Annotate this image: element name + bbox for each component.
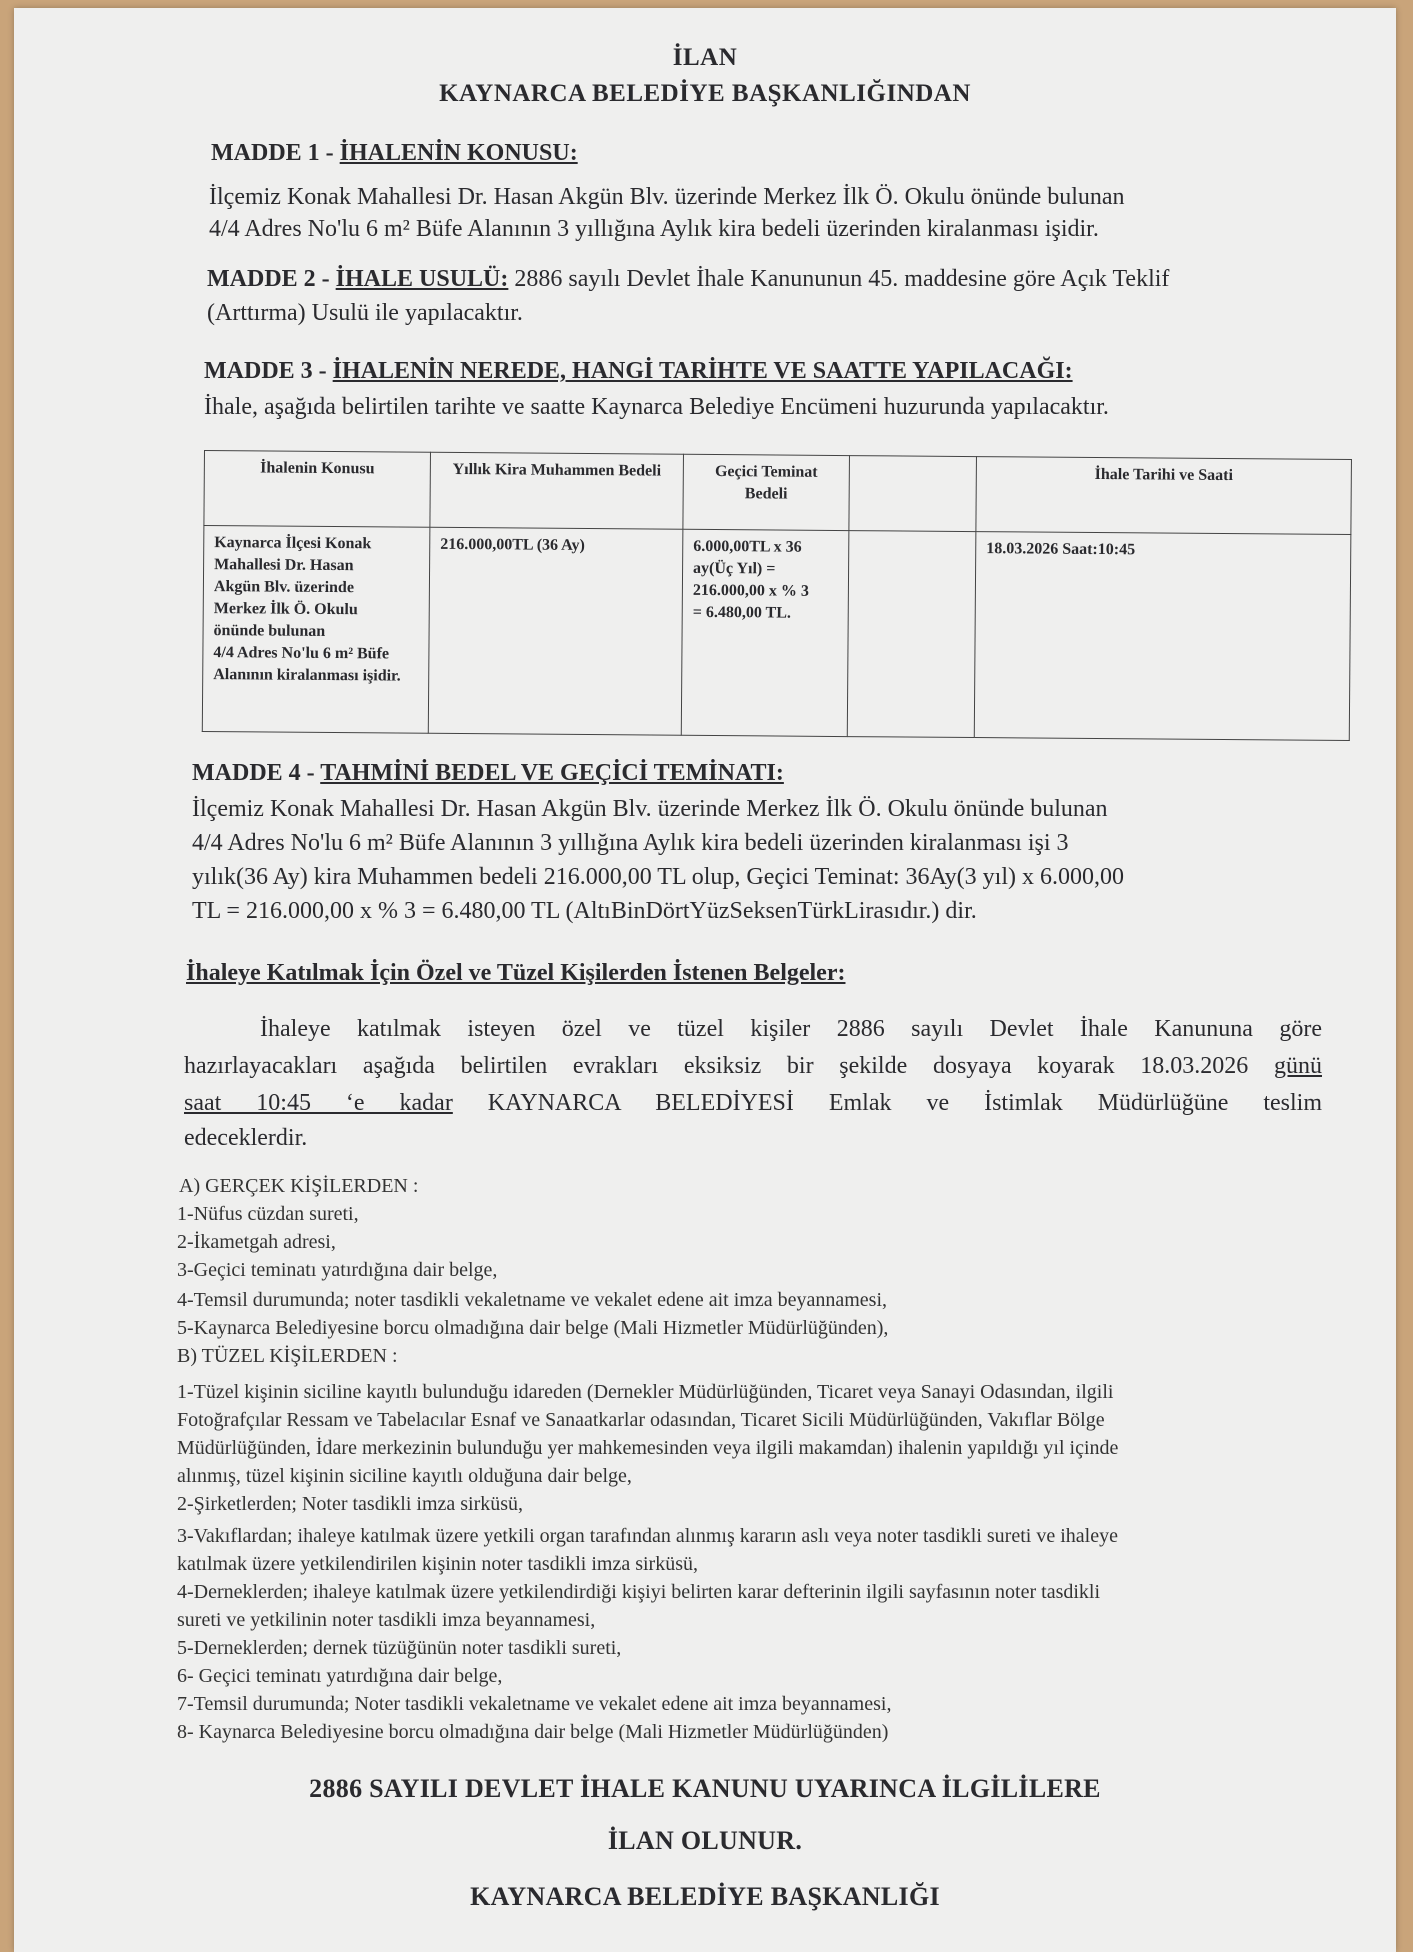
table-cell-teminat [681,529,849,736]
tuzel-line: katılmak üzere yetkilendirilen kişinin noter tasdikli imza sirküsü, [177,1553,698,1575]
tuzel-line: Fotoğrafçılar Ressam ve Tabelacılar Esnaf ve Sanaatkarlar odasından, Ticaret Sicili Müdürlüğünden, Vakıflar Bölge [177,1409,1105,1431]
konu-line: önünde bulunan [213,622,326,640]
madde2-heading: İHALE USULÜ: [335,266,509,292]
tuzel-line: 6- Geçici teminatı yatırdığına dair belge, [177,1665,503,1687]
belgeler-time-underline: saat 10:45 ‘e kadar [184,1090,453,1116]
table-header-cell [849,456,977,532]
gercek-item: 5-Kaynarca Belediyesine borcu olmadığına dair belge (Mali Hizmetler Müdürlüğünden), [177,1317,889,1339]
madde4-line: İlçemiz Konak Mahallesi Dr. Hasan Akgün Blv. üzerinde Merkez İlk Ö. Okulu önünde bulunan [192,796,1108,822]
tuzel-heading: B) TÜZEL KİŞİLERDEN : [177,1345,398,1367]
konu-line: Mahallesi Dr. Hasan [214,556,354,575]
notice-title: İLAN [672,44,738,71]
auction-info-table [202,450,1352,741]
closing-line: 2886 SAYILI DEVLET İHALE KANUNU UYARINCA İLGİLİLERE [309,1774,1101,1803]
madde3-heading-text: İHALENİN NEREDE, HANGİ TARİHTE VE SAATTE YAPILACAĞI: [332,358,1073,384]
tuzel-line: Müdürlüğünden, İdare merkezinin bulunduğu yer mahkemesinden veya ilgili makamdan) ihalenin yapıldığı yıl içinde [177,1437,1119,1459]
tuzel-line: 1-Tüzel kişinin siciline kayıtlı bulunduğu idareden (Dernekler Müdürlüğünden, Ticaret veya Sanayi Odasından, ilgili [177,1381,1114,1403]
teminat-line: = 6.480,00 TL. [692,603,791,622]
tuzel-line: 4-Derneklerden; ihaleye katılmak üzere yetkilendirdiği kişiyi belirten karar defterinin ilgili sayfasının noter tasdikli [177,1581,1101,1603]
table-cell-konu [202,526,430,734]
tuzel-line: 2-Şirketlerden; Noter tasdikli imza sirküsü, [177,1493,524,1515]
teminat-line: 216.000,00 x % 3 [692,581,809,600]
madde4-heading-text: TAHMİNİ BEDEL VE GEÇİCİ TEMİNATI: [320,760,784,786]
belgeler-text: hazırlayacakları aşağıda belirtilen evrakları eksiksiz bir şekilde dosyaya koyarak 18.03.2026 [184,1053,1274,1079]
teminat-line: 6.000,00TL x 36 [693,537,802,556]
tuzel-line: sureti ve yetkilinin noter tasdikli imza beyannamesi, [177,1609,596,1631]
closing-line: İLAN OLUNUR. [607,1826,803,1855]
madde1-heading-text: İHALENİN KONUSU: [339,140,578,166]
madde4-line: 4/4 Adres No'lu 6 m² Büfe Alanının 3 yıllığına Aylık kira bedeli üzerinden kiralanması işi 3 [192,830,1069,856]
closing-signature: KAYNARCA BELEDİYE BAŞKANLIĞI [470,1882,940,1911]
madde1-line: İlçemiz Konak Mahallesi Dr. Hasan Akgün Blv. üzerinde Merkez İlk Ö. Okulu önünde bulunan [209,184,1125,210]
madde1-heading [211,138,578,168]
gercek-item: 1-Nüfus cüzdan sureti, [177,1203,359,1225]
notice-subtitle: KAYNARCA BELEDİYE BAŞKANLIĞINDAN [439,80,971,107]
konu-line: Akgün Blv. üzerinde [213,578,355,597]
table-header-row [204,451,1352,535]
tuzel-line: 3-Vakıflardan; ihaleye katılmak üzere yetkili organ tarafından alınmış kararın aslı veya noter tasdikli sureti ve ihaleye [177,1525,1118,1547]
table-cell-tarih: 18.03.2026 Saat:10:45 [974,532,1351,741]
madde3-line: İhale, aşağıda belirtilen tarihte ve saatte Kaynarca Belediye Encümeni huzurunda yapılacaktır. [204,394,1109,420]
madde1-label: MADDE 1 - [211,140,340,166]
tuzel-line: 8- Kaynarca Belediyesine borcu olmadığına dair belge (Mali Hizmetler Müdürlüğünden) [177,1721,889,1743]
madde2-label: MADDE 2 - [207,266,336,292]
table-cell-bedel: 216.000,00TL (36 Ay) [428,527,683,735]
gercek-heading: A) GERÇEK KİŞİLERDEN : [179,1175,419,1197]
teminat-line: ay(Üç Yıl) = [693,559,776,578]
belgeler-paragraph-line [184,1051,1322,1081]
madde2-text: 2886 sayılı Devlet İhale Kanununun 45. maddesine göre Açık Teklif [508,266,1170,292]
belgeler-paragraph-line: edeceklerdir. [184,1125,308,1151]
konu-line: Alanının kiralanması işidir. [213,666,401,685]
belgeler-date-underline: günü [1274,1053,1322,1079]
table-cell-empty [847,531,976,738]
belgeler-paragraph-line: İhaleye katılmak isteyen özel ve tüzel kişiler 2886 sayılı Devlet İhale Kanununa göre [260,1016,1322,1042]
konu-line: Merkez İlk Ö. Okulu [213,600,358,619]
tuzel-line: alınmış, tüzel kişinin siciline kayıtlı olduğuna dair belge, [177,1465,632,1487]
konu-line: 4/4 Adres No'lu 6 m² Büfe [213,644,390,663]
gercek-item: 4-Temsil durumunda; noter tasdikli vekaletname ve vekalet edene ait imza beyannamesi, [177,1289,888,1311]
table-header-cell: Yıllık Kira Muhammen Bedeli [430,452,684,529]
madde2-line2: (Arttırma) Usulü ile yapılacaktır. [207,300,523,326]
madde1-line: 4/4 Adres No'lu 6 m² Büfe Alanının 3 yıllığına Aylık kira bedeli üzerinden kiralanması işidir. [209,216,1099,242]
gercek-item: 2-İkametgah adresi, [177,1231,336,1253]
konu-line: Kaynarca İlçesi Konak [214,534,372,553]
madde2-line1 [207,264,1169,294]
table-header-cell: İhale Tarihi ve Saati [976,457,1352,535]
madde3-label: MADDE 3 - [204,358,333,384]
belgeler-text: KAYNARCA BELEDİYESİ Emlak ve İstimlak Müdürlüğüne teslim [452,1090,1322,1116]
table-header-cell: İhalenin Konusu [204,451,431,528]
belgeler-paragraph-line [184,1088,1322,1118]
paper-sheet [14,8,1396,1952]
gercek-item: 3-Geçici teminatı yatırdığına dair belge, [177,1259,498,1281]
tuzel-line: 5-Derneklerden; dernek tüzüğünün noter tasdikli sureti, [177,1637,622,1659]
tuzel-line: 7-Temsil durumunda; Noter tasdikli vekaletname ve vekalet edene ait imza beyannamesi, [177,1693,892,1715]
madde3-heading [204,356,1073,386]
madde4-line: yılık(36 Ay) kira Muhammen bedeli 216.000,00 TL olup, Geçici Teminat: 36Ay(3 yıl) x 6.000,00 [192,864,1124,890]
madde4-line: TL = 216.000,00 x % 3 = 6.480,00 TL (AltıBinDörtYüzSeksenTürkLirasıdır.) dir. [192,898,977,924]
madde4-heading [192,758,784,788]
madde4-label: MADDE 4 - [192,760,321,786]
table-header-cell: Geçici Teminat Bedeli [683,454,850,530]
table-row [202,526,1351,741]
belgeler-heading: İhaleye Katılmak İçin Özel ve Tüzel Kişilerden İstenen Belgeler: [186,960,846,986]
